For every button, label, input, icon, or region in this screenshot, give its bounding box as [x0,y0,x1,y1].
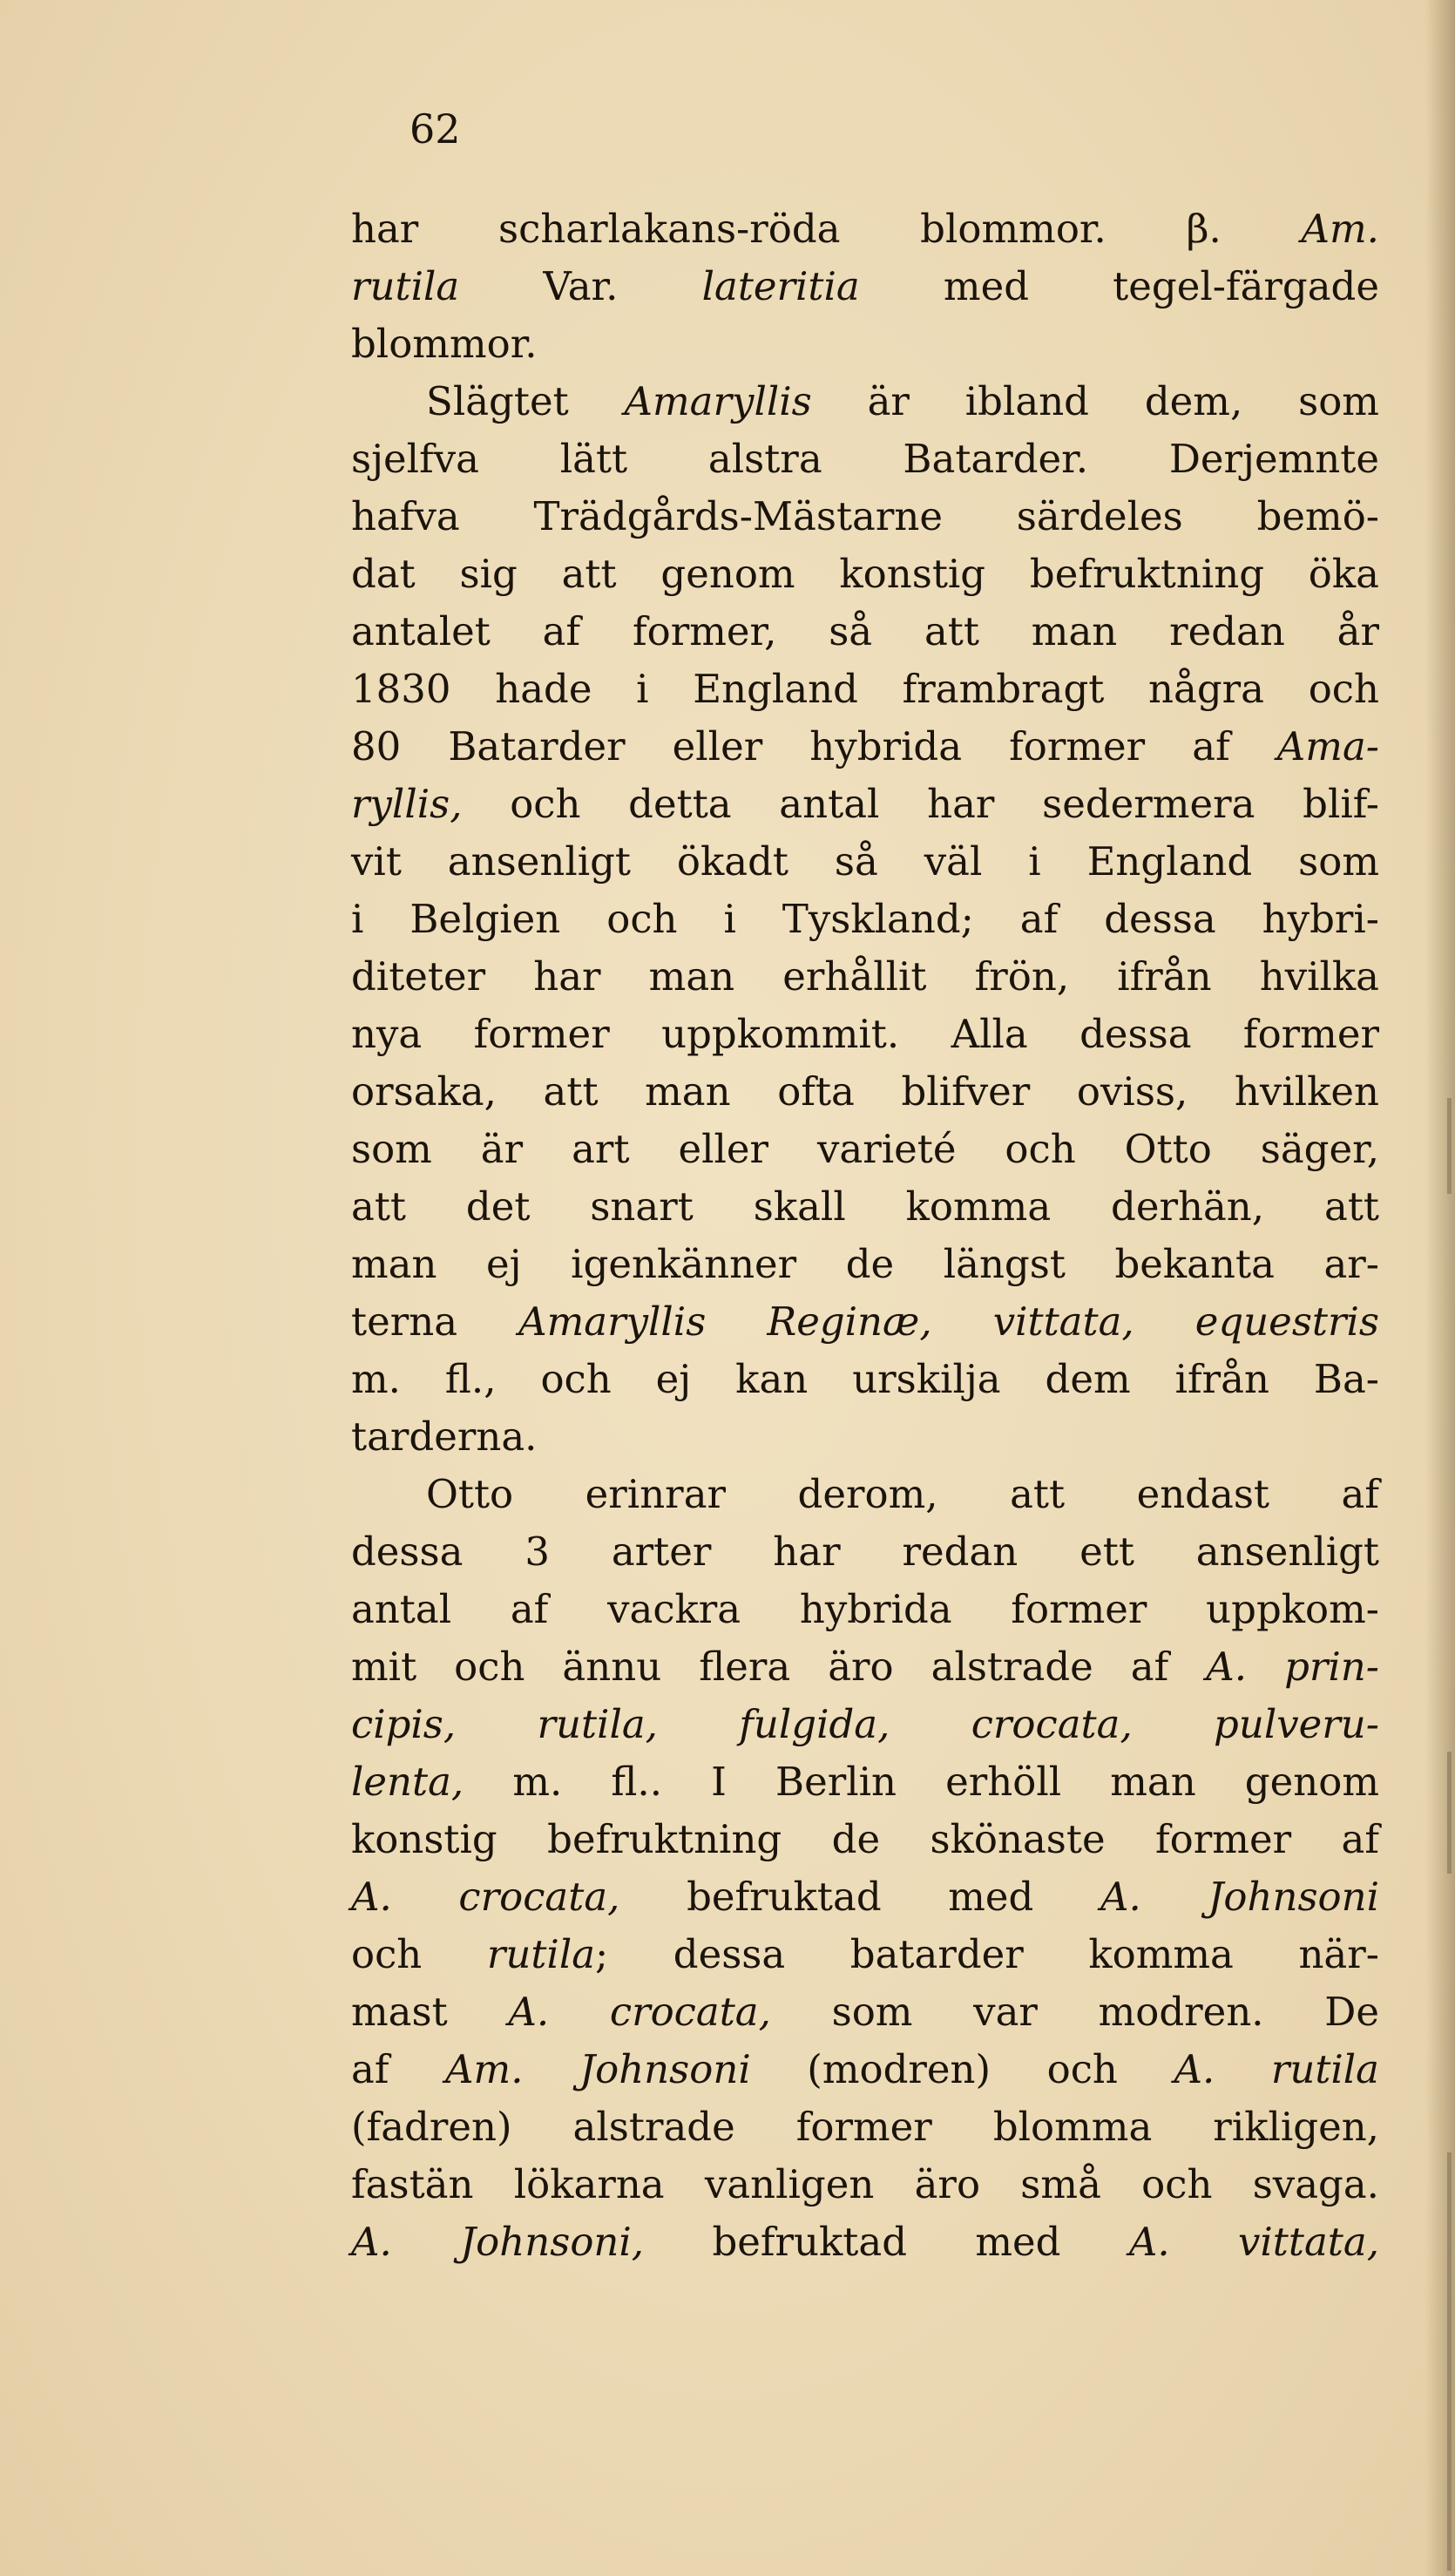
text-line: mast A. crocata, som var modren. De [351,1989,1379,2035]
italic-term: A. Johnsoni [1100,1874,1380,1920]
text-line: af Am. Johnsoni (modren) och A. rutila [351,2046,1380,2092]
text-line: och rutila; dessa batarder komma när- [351,1931,1379,1977]
italic-term: lenta, [351,1759,464,1805]
page-edge-mark [1447,1752,1452,1874]
italic-term: A. crocata, [351,1874,620,1920]
page-number: 62 [409,105,461,153]
text-line: man ej igenkänner de längst bekanta ar- [351,1241,1379,1287]
text-line: lenta, m. fl.. I Berlin erhöll man genom [351,1759,1379,1805]
text-line: mit och ännu flera äro alstrade af A. prin- [351,1644,1379,1690]
text-line: dessa 3 arter har redan ett ansenligt [351,1529,1379,1575]
text-line: Otto erinrar derom, att endast af [426,1471,1379,1517]
text-line: antal af vackra hybrida former uppkom- [351,1586,1379,1632]
text-line: ryllis, och detta antal har sedermera blif- [351,781,1379,827]
italic-term: lateritia [701,263,860,309]
text-line: vit ansenligt ökadt så väl i England som [351,838,1379,885]
text-line [351,1696,1379,1753]
italic-term: Amaryllis Reginæ, vittata, equestris [518,1298,1379,1345]
text-line: i Belgien och i Tyskland; af dessa hybri- [351,896,1379,942]
text-line: 1830 hade i England frambragt några och [351,666,1379,712]
text-line: A. Johnsoni, befruktad med A. vittata, [351,2219,1379,2265]
text-line: diteter har man erhållit frön, ifrån hvilka [351,953,1379,1000]
italic-term: rutila [486,1931,596,1977]
page-edge-mark [1447,2152,1452,2571]
text-line: m. fl., och ej kan urskilja dem ifrån Ba- [351,1356,1379,1402]
text-line: nya former uppkommit. Alla dessa former [351,1011,1379,1057]
italic-term: Am. [1301,206,1379,252]
text-line: antalet af former, så att man redan år [351,608,1379,654]
italic-term: A. prin- [1206,1644,1379,1690]
italic-term: cipis, rutila, fulgida, crocata, pulveru- [351,1701,1379,1747]
italic-term: A. crocata, [508,1989,771,2035]
italic-term: Amaryllis [624,378,812,424]
text-line: (fadren) alstrade former blomma rikligen, [351,2104,1379,2150]
page-edge-mark [1447,1098,1452,1194]
text-line: att det snart skall komma derhän, att [351,1183,1379,1230]
text-line: har scharlakans-röda blommor. β. Am. [351,206,1379,252]
text-line: blommor. [351,321,538,367]
text-line: tarderna. [351,1413,538,1460]
italic-term: ryllis, [351,781,463,827]
italic-term: A. rutila [1174,2046,1380,2092]
text-line: sjelfva lätt alstra Batarder. Derjemnte [351,436,1379,482]
text-line: 80 Batarder eller hybrida former af Ama- [351,723,1379,769]
text-line: dat sig att genom konstig befruktning öka [351,551,1379,597]
text-line: orsaka, att man ofta blifver oviss, hvilken [351,1068,1379,1115]
text-line: terna Amaryllis Reginæ, vittata, equestris [351,1298,1379,1345]
text-line: rutila Var. lateritia med tegel-färgade [351,263,1379,309]
italic-term: Am. Johnsoni [445,2046,751,2092]
italic-term: A. Johnsoni, [351,2219,645,2265]
text-line: hafva Trädgårds-Mästarne särdeles bemö- [351,493,1379,539]
text-line: konstig befruktning de skönaste former af [351,1816,1379,1862]
italic-term: rutila [351,263,460,309]
text-line: A. crocata, befruktad med A. Johnsoni [351,1874,1380,1920]
text-line: fastän lökarna vanligen äro små och svaga. [351,2161,1379,2207]
text-line: Slägtet Amaryllis är ibland dem, som [426,378,1379,424]
italic-term: Ama- [1276,723,1379,769]
italic-term: A. vittata, [1128,2219,1379,2265]
text-line: som är art eller varieté och Otto säger, [351,1126,1379,1172]
